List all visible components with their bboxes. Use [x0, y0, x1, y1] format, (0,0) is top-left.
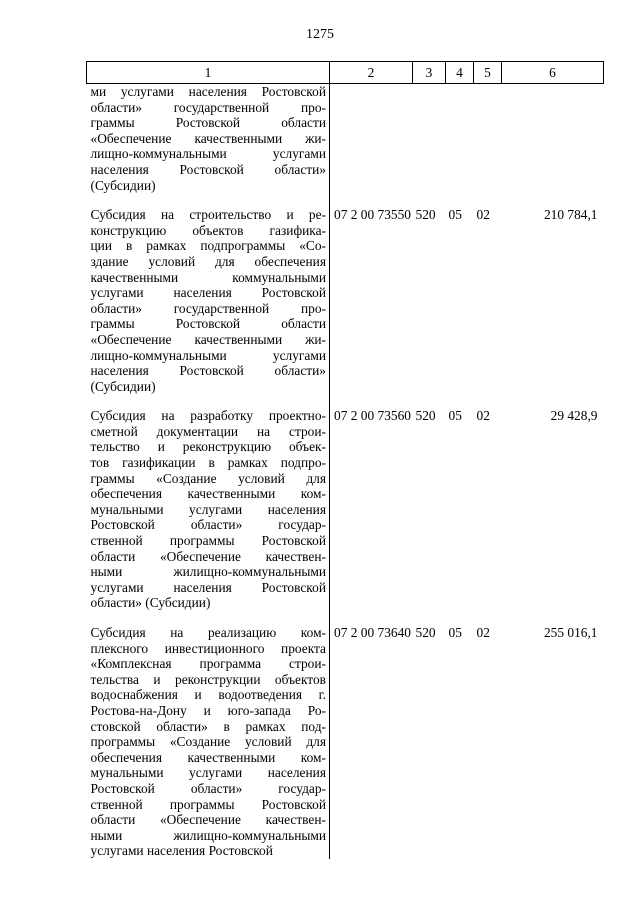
description-line: услугами населения Ростовской [90, 285, 326, 301]
page-number: 1275 [306, 27, 334, 42]
section-code: 05 [448, 625, 462, 640]
description-line: области» государственной про- [90, 99, 326, 115]
description-line: тельство и реконструкцию объек- [90, 439, 326, 455]
description-line: Ростова-на-Дону и юго-запада Ро- [90, 702, 326, 718]
amount-value: 210 784,1 [543, 207, 598, 223]
column-header-5: 5 [474, 62, 502, 84]
description-line: услугами населения Ростовской [90, 843, 273, 859]
description-line: тельства и реконструкции объектов [90, 671, 326, 687]
table-row [87, 625, 604, 859]
description-line: области «Обеспечение качествен- [90, 548, 326, 564]
subsection-code: 02 [476, 408, 490, 424]
target-article-code: 07 2 00 73550 [334, 207, 411, 223]
column-header-6: 6 [502, 62, 604, 84]
description-line: лищно-коммунальными услугами [90, 347, 326, 363]
description-cell [87, 625, 330, 859]
table-row [87, 207, 604, 394]
table-row-continuation [87, 84, 604, 194]
description-line: «Обеспечение качественными жи- [90, 130, 326, 146]
description-line: ми услугами населения Ростовской [90, 84, 326, 99]
description-line: ции в рамках подпрограммы «Со- [90, 238, 326, 254]
description-line: конструкцию объектов газифика- [90, 222, 326, 238]
description-line: мунальными услугами населения [90, 501, 326, 517]
description-line: (Субсидии) [90, 177, 156, 193]
description-line: тов газификации в рамках подпро- [90, 455, 326, 471]
description-line: области» (Субсидии) [90, 595, 211, 611]
description-line: качественными коммунальными [90, 269, 326, 285]
column-header-1: 1 [87, 62, 330, 84]
description-line: «Обеспечение качественными жи- [90, 331, 326, 347]
amount-value: 255 016,1 [543, 625, 598, 640]
amount-value: 29 428,9 [550, 408, 598, 424]
description-line: граммы «Создание условий для [90, 470, 326, 486]
description-line: сметной документации на строи- [90, 423, 326, 439]
description-line: области «Обеспечение качествен- [90, 812, 326, 828]
description-cell [87, 84, 330, 194]
description-line: ственной программы Ростовской [90, 796, 326, 812]
description-line: области» государственной про- [90, 300, 326, 316]
expense-type-code: 520 [415, 408, 436, 424]
subsection-code: 02 [476, 625, 490, 640]
description-line: водоснабжения и водоотведения г. [90, 687, 326, 703]
column-header-2: 2 [330, 62, 413, 84]
subsection-code: 02 [476, 207, 490, 223]
section-code: 05 [448, 207, 462, 223]
description-line: здание условий для обеспечения [90, 253, 326, 269]
description-line: (Субсидии) [90, 378, 156, 394]
description-line: Ростовской области» государ- [90, 517, 326, 533]
description-line: населения Ростовской области» [90, 161, 326, 177]
table-header [87, 62, 604, 84]
description-line: ственной программы Ростовской [90, 533, 326, 549]
description-line: граммы Ростовской области [90, 115, 326, 131]
expense-type-code: 520 [415, 207, 436, 223]
description-line: граммы Ростовской области [90, 316, 326, 332]
description-line: программы «Создание условий для [90, 734, 326, 750]
description-line: «Комплексная программа строи- [90, 656, 326, 672]
section-code: 05 [448, 408, 462, 424]
description-line: обеспечения качественными ком- [90, 486, 326, 502]
description-line: стовской области» в рамках под- [90, 718, 326, 734]
description-cell [87, 207, 330, 394]
table-row [87, 408, 604, 611]
column-header-4: 4 [446, 62, 474, 84]
budget-table [86, 61, 604, 859]
description-line: мунальными услугами населения [90, 765, 326, 781]
description-line: плексного инвестиционного проекта [90, 640, 326, 656]
description-line: лищно-коммунальными услугами [90, 146, 326, 162]
expense-type-code: 520 [415, 625, 436, 640]
description-line: Субсидия на строительство и ре- [90, 207, 326, 223]
table-body [87, 84, 604, 859]
description-line: Субсидия на разработку проектно- [90, 408, 326, 424]
description-line: Субсидия на реализацию ком- [90, 625, 326, 640]
description-line: ными жилищно-коммунальными [90, 564, 326, 580]
description-line: Ростовской области» государ- [90, 780, 326, 796]
description-line: обеспечения качественными ком- [90, 749, 326, 765]
target-article-code: 07 2 00 73640 [334, 625, 411, 640]
description-line: населения Ростовской области» [90, 363, 326, 379]
description-line: ными жилищно-коммунальными [90, 827, 326, 843]
description-cell [87, 408, 330, 611]
target-article-code: 07 2 00 73560 [334, 408, 411, 424]
description-line: услугами населения Ростовской [90, 579, 326, 595]
column-header-3: 3 [413, 62, 446, 84]
